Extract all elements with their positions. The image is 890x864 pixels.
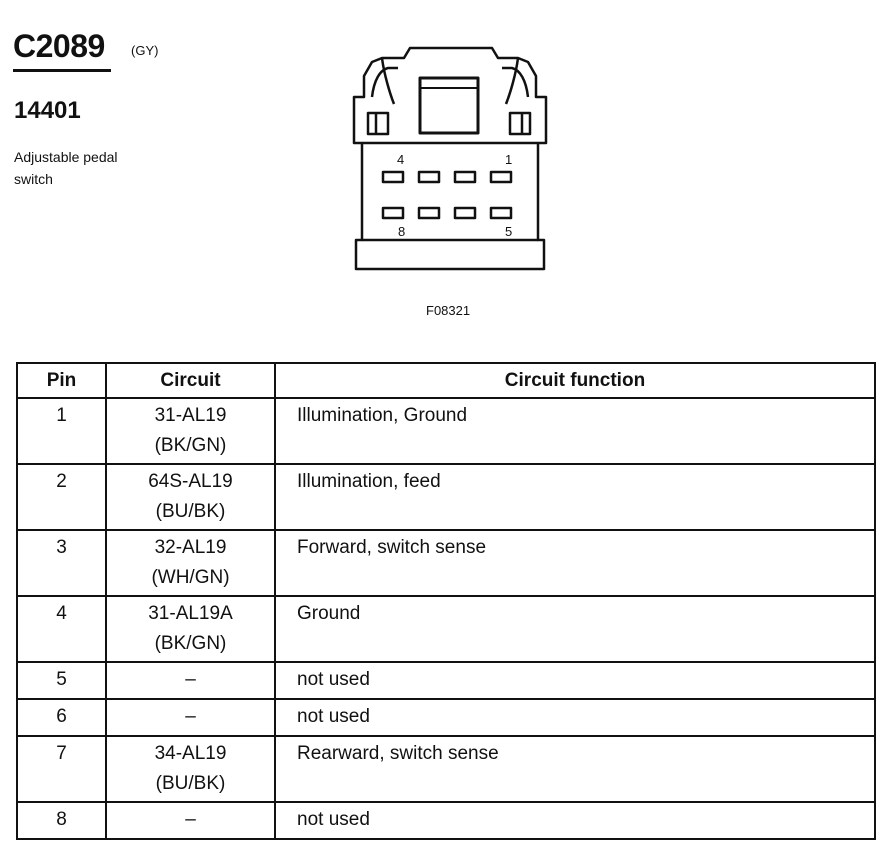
function-cell: not used <box>275 699 875 736</box>
pin-cavity-6 <box>455 208 475 218</box>
connector-lock-right <box>510 113 530 134</box>
pin-cell: 2 <box>17 464 106 530</box>
function-cell: Ground <box>275 596 875 662</box>
function-cell: Forward, switch sense <box>275 530 875 596</box>
circuit-cell <box>106 736 275 802</box>
function-cell: Rearward, switch sense <box>275 736 875 802</box>
pin-cell: 4 <box>17 596 106 662</box>
table-row <box>17 398 875 464</box>
circuit-color: (BU/BK) <box>155 501 226 522</box>
connector-id: C2089 <box>13 28 105 64</box>
pin-cavity-4 <box>383 172 403 182</box>
circuit-cell <box>106 464 275 530</box>
pin-cavity-5 <box>491 208 511 218</box>
circuit-color: (BK/GN) <box>154 435 227 456</box>
function-cell: Illumination, Ground <box>275 398 875 464</box>
figure-id: F08321 <box>426 303 471 318</box>
function-cell: not used <box>275 802 875 839</box>
function-cell: not used <box>275 662 875 699</box>
pin-cavity-3 <box>419 172 439 182</box>
table-row <box>17 736 875 802</box>
header-circuit-function: Circuit function <box>275 363 875 398</box>
table-row <box>17 662 875 699</box>
pin-table <box>16 362 876 840</box>
table-row <box>17 802 875 839</box>
table-row <box>17 699 875 736</box>
circuit-cell: – <box>106 802 275 839</box>
pin-cavity-1 <box>491 172 511 182</box>
pin-cavity-2 <box>455 172 475 182</box>
table-header-row <box>17 363 875 398</box>
pin-cell: 3 <box>17 530 106 596</box>
pin-cavity-7 <box>419 208 439 218</box>
header-circuit: Circuit <box>106 363 275 398</box>
circuit-id: 32-AL19 <box>154 537 227 558</box>
circuit-color: (BU/BK) <box>155 773 226 794</box>
pin-cavity-8 <box>383 208 403 218</box>
header-pin: Pin <box>17 363 106 398</box>
connector-face-diagram <box>340 40 560 280</box>
pin-label-4: 4 <box>397 152 405 167</box>
function-cell: Illumination, feed <box>275 464 875 530</box>
pin-cell: 6 <box>17 699 106 736</box>
circuit-id: 64S-AL19 <box>148 471 233 492</box>
circuit-id: 34-AL19 <box>154 743 227 764</box>
pin-label-5: 5 <box>505 224 513 239</box>
table-row <box>17 596 875 662</box>
pin-cell: 5 <box>17 662 106 699</box>
circuit-id: 31-AL19 <box>154 405 227 426</box>
circuit-color: (BK/GN) <box>154 633 227 654</box>
connector-lock-left <box>368 113 388 134</box>
connector-latch <box>420 78 478 133</box>
connector-id-underline <box>13 69 111 72</box>
circuit-id: 31-AL19A <box>148 603 233 624</box>
pin-label-1: 1 <box>505 152 513 167</box>
component-number: 14401 <box>14 97 81 124</box>
circuit-color: (WH/GN) <box>151 567 230 588</box>
pin-cell: 8 <box>17 802 106 839</box>
table-row <box>17 464 875 530</box>
connector-color: (GY) <box>131 43 159 58</box>
circuit-cell <box>106 596 275 662</box>
pin-label-8: 8 <box>398 224 406 239</box>
connector-body-outline <box>354 48 546 269</box>
circuit-cell <box>106 530 275 596</box>
pin-cell: 1 <box>17 398 106 464</box>
circuit-cell: – <box>106 699 275 736</box>
component-description: Adjustable pedal switch <box>14 149 118 187</box>
circuit-cell <box>106 398 275 464</box>
table-row <box>17 530 875 596</box>
circuit-cell: – <box>106 662 275 699</box>
pin-cell: 7 <box>17 736 106 802</box>
